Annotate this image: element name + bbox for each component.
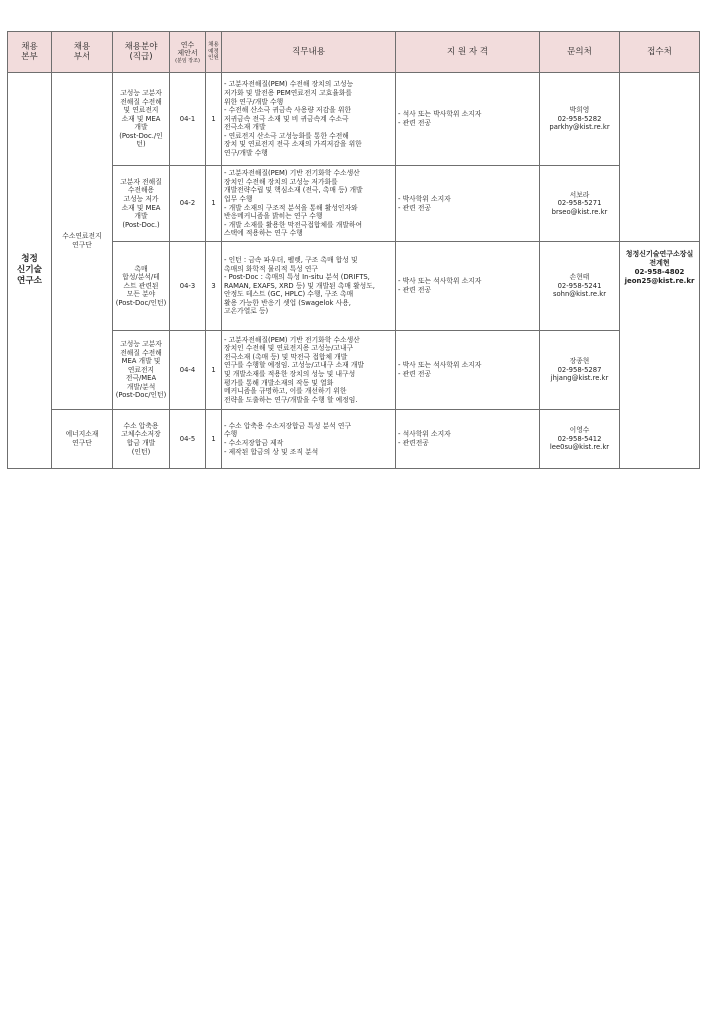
header-code-sub: (분임 장조) [175, 57, 200, 64]
contact-cell [540, 73, 620, 166]
duty-cell: - 고분자전해질(PEM) 기반 전기화학 수소생산 장치인 수전해 장치의 고성능 저가화를 개발전략수립 및 핵심소재 (전극, 촉매 등) 개발 업무 수행 - 개발 소재의 구조적 분석을 통해 활성인자와 반응메커니즘을 밝히는 연구 수행 - 개발 소재를 활용한 막전극접합체를 개발하여 스택에 적용하는 연구 수행 [222, 166, 396, 242]
contact-email: jhjang@kist.re.kr [550, 374, 609, 383]
field-cell: 고성능 고분자 전해질 수전해 및 연료전지 소재 및 MEA 개발 (Post-Doc./인턴) [113, 73, 170, 166]
contact-cell [540, 410, 620, 469]
header-contact: 문의처 [540, 32, 620, 73]
code-cell: 04-1 [170, 73, 206, 166]
header-hq: 채용 본부 [8, 32, 52, 73]
contact-name: 박희영 [569, 106, 590, 115]
dept-cell: 수소연료전지 연구단 [52, 73, 113, 410]
field-cell: 고성능 고분자 전해질 수전해 MEA 개발 및 연료전지 전극/MEA 개발/분석 (Post-Doc/인턴) [113, 331, 170, 410]
field-cell: 촉매 합성/분석/테 스트 관련된 모든 분야 (Post-Doc/인턴) [113, 242, 170, 331]
qual-cell: - 박사 또는 석사학위 소지자 - 관련 전공 [396, 331, 540, 410]
contact-email: lee0su@kist.re.kr [549, 443, 610, 452]
contact-email: parkhy@kist.re.kr [549, 123, 610, 132]
count-cell: 1 [206, 331, 222, 410]
table-header-row [8, 32, 700, 73]
count-cell: 3 [206, 242, 222, 331]
apply-cell-empty [620, 73, 700, 166]
header-apply: 접수처 [620, 32, 700, 73]
field-cell: 수소 압축용 고체수소저장 합금 개발 (인턴) [113, 410, 170, 469]
contact-phone: 02-958-5241 [557, 281, 602, 290]
code-cell: 04-5 [170, 410, 206, 469]
contact-email: sohn@kist.re.kr [552, 290, 607, 299]
dept-cell: 에너지소재 연구단 [52, 410, 113, 469]
contact-cell [540, 242, 620, 331]
contact-email: brseo@kist.re.kr [551, 207, 608, 216]
apply-office: 청정신기술연구소장실 [625, 250, 694, 258]
table-row [8, 410, 700, 469]
recruitment-table [7, 31, 700, 469]
header-dept: 채용 부서 [52, 32, 113, 73]
duty-cell: - 고분자전해질(PEM) 수전해 장치의 고성능 저가화 및 발전용 PEM연료전지 고효율화를 위한 연구/개발 수행 - 수전해 산소극 귀금속 사용량 저감을 위한 저귀금속 전극 소재 및 비 귀금속계 수소극 전극소재 개발 - 연료전지 산소극 고성능화를 통한 수전해 장치 및 연료전지 전극 소재의 가격저감을 위한 연구/개발 수행 [222, 73, 396, 166]
qual-cell: - 박사 또는 석사학위 소지자 - 관련 전공 [396, 242, 540, 331]
header-duty: 직무내용 [222, 32, 396, 73]
header-field: 채용분야 (직급) [113, 32, 170, 73]
field-cell: 고분자 전해질 수전해용 고성능 저가 소재 및 MEA 개발 (Post-Doc.) [113, 166, 170, 242]
apply-name: 전계현 [649, 259, 670, 267]
contact-cell [540, 331, 620, 410]
contact-phone: 02-958-5287 [557, 365, 602, 374]
qual-cell: - 박사학위 소지자 - 관련 전공 [396, 166, 540, 242]
header-qual: 지 원 자 격 [396, 32, 540, 73]
duty-cell: - 수소 압축용 수소저장합금 특성 분석 연구 수행 - 수소저장합금 제작 - 제작된 합금의 상 및 조직 분석 [222, 410, 396, 469]
contact-phone: 02-958-5271 [557, 199, 602, 208]
qual-cell: - 석사 또는 박사학위 소지자 - 관련 전공 [396, 73, 540, 166]
count-cell: 1 [206, 410, 222, 469]
apply-phone: 02-958-4802 [634, 268, 685, 276]
code-cell: 04-4 [170, 331, 206, 410]
code-cell: 04-2 [170, 166, 206, 242]
contact-phone: 02-958-5412 [557, 434, 602, 443]
contact-phone: 02-958-5282 [557, 114, 602, 123]
duty-cell: - 고분자전해질(PEM) 기반 전기화학 수소생산 장치인 수전해 및 연료전지용 고성능/고내구 전극소재 (촉매 등) 및 막전극 접합체 개발 연구를 수행할 예정임. 고성능/고내구 소재 개발 및 개발소재를 적용한 장치의 성능 및 내구성 평가를 통해 개발소재의 작동 및 열화 메커니즘을 규명하고, 이를 개선하기 위한 전략을 도출하는 연구/개발을 수행 할 예정임. [222, 331, 396, 410]
apply-cell [620, 242, 700, 469]
contact-name: 서보라 [569, 190, 590, 199]
qual-cell: - 석사학위 소지자 - 관련전공 [396, 410, 540, 469]
apply-cell-empty [620, 166, 700, 242]
header-code-label: 연수 제안서 [177, 40, 198, 57]
contact-cell [540, 166, 620, 242]
apply-email: jeon25@kist.re.kr [624, 277, 695, 285]
table-row [8, 73, 700, 166]
code-cell: 04-3 [170, 242, 206, 331]
count-cell: 1 [206, 166, 222, 242]
hq-cell: 청정 신기술 연구소 [8, 73, 52, 469]
duty-cell: - 인턴 : 금속 파우더, 펠렛, 구조 촉매 합성 및 촉매의 화학적 물리적 특성 연구 - Post-Doc : 촉매의 특성 In-situ 분석 (DRIFTS, RAMAN, EXAFS, XRD 등) 및 개발된 촉매 활성도, 안정도 테스트 (GC, HPLC) 수행, 구조 촉매 활용 가능한 반응기 셋업 (Swagelok 사용, 고온가열로 등) [222, 242, 396, 331]
count-cell: 1 [206, 73, 222, 166]
contact-name: 이영수 [569, 426, 590, 435]
header-code [170, 32, 206, 73]
header-count: 채용 예정 인원 [206, 32, 222, 73]
contact-name: 손현태 [569, 273, 590, 282]
contact-name: 장종현 [569, 357, 590, 366]
